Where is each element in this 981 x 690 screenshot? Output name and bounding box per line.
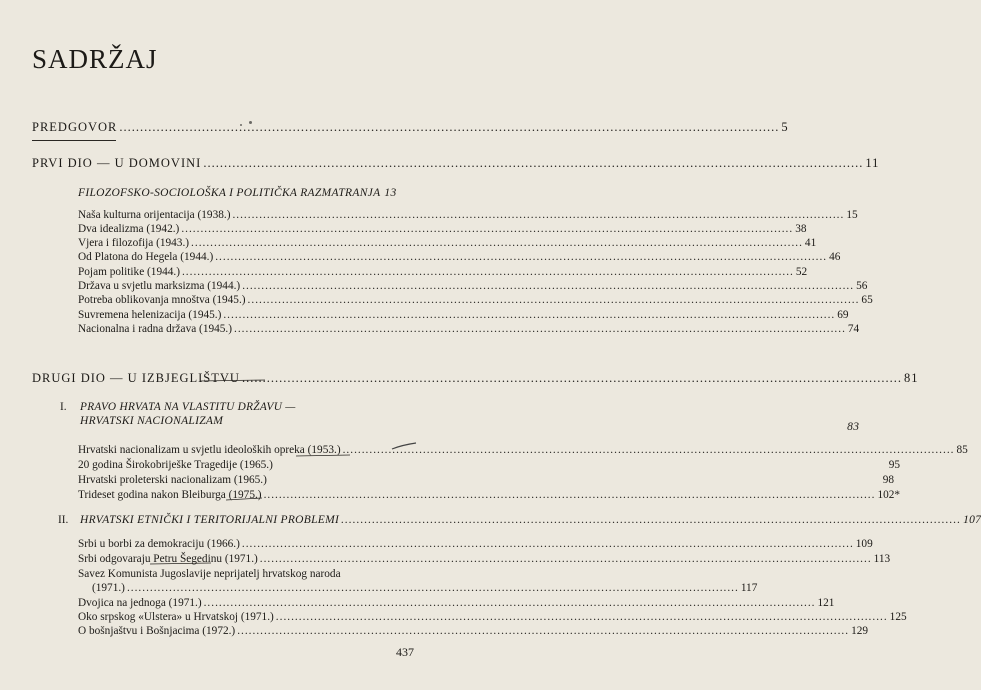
leader-dots [181, 223, 793, 235]
toc-part-1[interactable] [32, 156, 880, 171]
toc-entry-label: Vjera i filozofija (1943.) [78, 237, 190, 249]
toc-entry-label: Trideset godina nakon Bleiburga (1975.) [78, 489, 262, 501]
leader-dots [127, 582, 739, 594]
toc-item[interactable] [78, 280, 868, 292]
toc-entry-label: (1971.) [92, 582, 125, 594]
toc-entry-label: Hrvatski nacionalizam u svjetlu ideoloških opreka (1953.) [78, 444, 341, 456]
toc-entry-page: 56 [856, 280, 868, 292]
ink-dot [249, 121, 252, 124]
toc-entry-page: 83 [847, 421, 860, 433]
toc-entry-label: O bošnjaštvu i Bošnjacima (1972.) [78, 625, 236, 637]
toc-entry-label: PREDGOVOR [32, 120, 118, 134]
toc-item[interactable] [78, 237, 817, 249]
toc-item[interactable] [78, 309, 849, 321]
leader-dots [242, 538, 854, 550]
toc-entry-page: 5 [781, 120, 789, 134]
toc-item[interactable] [78, 294, 873, 306]
toc-item[interactable] [78, 251, 841, 263]
toc-entry-page: 13 [384, 187, 397, 199]
toc-entry-page: 65 [861, 294, 873, 306]
toc-entry-page: 69 [837, 309, 849, 321]
toc-entry-label: DRUGI DIO — U IZBJEGLIŠTVU [32, 371, 240, 385]
leader-dots [341, 514, 961, 526]
toc-item[interactable] [78, 489, 901, 501]
toc-entry-label: 20 godina Širokobriješke Tragedije (1965.) [78, 459, 273, 471]
toc-item[interactable] [78, 444, 968, 456]
toc-entry-label: HRVATSKI NACIONALIZAM [80, 415, 224, 427]
toc-entry-page: 15 [846, 209, 858, 221]
toc-entry-label: Srbi odgovaraju Petru Šegedinu (1971.) [78, 553, 258, 565]
toc-entry-label: Hrvatski proleterski nacionalizam (1965.) [78, 474, 267, 486]
toc-item-line[interactable]: Savez Komunista Jugoslavije neprijatelj hrvatskog naroda [78, 568, 341, 580]
toc-entry-page: 38 [795, 223, 807, 235]
toc-item[interactable] [78, 625, 869, 637]
toc-entry-page: 109 [855, 538, 873, 550]
toc-entry-label: Suvremena helenizacija (1945.) [78, 309, 222, 321]
toc-section-ii[interactable] [80, 514, 981, 526]
toc-entry-page: 85 [956, 444, 968, 456]
toc-entry-label: Potreba oblikovanja mnoštva (1945.) [78, 294, 246, 306]
toc-entry-page: 125 [889, 611, 907, 623]
toc-entry-page: 46 [829, 251, 841, 263]
leader-dots [248, 294, 860, 306]
toc-entry-page: 129 [851, 625, 869, 637]
toc-item[interactable] [78, 323, 860, 335]
toc-entry-page: 74 [847, 323, 860, 335]
leader-dots [223, 309, 835, 321]
toc-item[interactable] [78, 209, 858, 221]
ink-dot [240, 124, 242, 126]
leader-dots [276, 611, 888, 623]
toc-subsection[interactable] [78, 187, 397, 199]
toc-item[interactable] [78, 611, 907, 623]
toc-item[interactable] [92, 582, 758, 594]
toc-entry-label: Pojam politike (1944.) [78, 266, 180, 278]
toc-entry-label: Država u svjetlu marksizma (1944.) [78, 280, 241, 292]
toc-entry-page: 11 [865, 156, 880, 170]
leader-dots [182, 266, 794, 278]
toc-entry-label: Od Platona do Hegela (1944.) [78, 251, 214, 263]
leader-dots [242, 371, 902, 386]
toc-entry-label: Srbi u borbi za demokraciju (1966.) [78, 538, 240, 550]
toc-entry-page: 98 [882, 474, 895, 486]
leader-dots [204, 597, 816, 609]
toc-entry-label: PRVI DIO — U DOMOVINI [32, 156, 202, 170]
leader-dots [119, 120, 779, 135]
toc-entry-page: 81 [903, 371, 919, 385]
underline-mark [32, 140, 116, 141]
toc-entry-page: 113 [873, 553, 891, 565]
toc-part-2[interactable] [32, 371, 919, 386]
leader-dots [260, 553, 872, 565]
toc-item[interactable] [78, 266, 808, 278]
toc-entry-label: Nacionalna i radna država (1945.) [78, 323, 233, 335]
toc-entry-page: 121 [817, 597, 835, 609]
section-roman-numeral: II. [58, 514, 69, 526]
toc-item[interactable] [78, 553, 891, 565]
toc-entry-label: FILOZOFSKO-SOCIOLOŠKA I POLITIČKA RAZMATRANJA [78, 187, 381, 199]
toc-section-i[interactable] [80, 415, 860, 433]
leader-dots [191, 237, 803, 249]
leader-dots [203, 156, 863, 171]
leader-dots [232, 209, 844, 221]
toc-item[interactable] [78, 459, 901, 471]
toc-entry-label: Dvojica na jednoga (1971.) [78, 597, 202, 609]
leader-dots [264, 489, 876, 501]
toc-item[interactable] [78, 474, 895, 486]
toc-entry-page: 107 [963, 514, 981, 526]
toc-entry-page: 41 [804, 237, 817, 249]
toc-item[interactable] [78, 538, 873, 550]
section-roman-numeral: I. [60, 401, 67, 413]
toc-entry-label: Oko srpskog «Ulstera» u Hrvatskoj (1971.) [78, 611, 274, 623]
leader-dots [343, 444, 955, 456]
toc-entry-page: 102* [877, 489, 901, 501]
leader-dots [234, 323, 846, 335]
page-number: 437 [396, 645, 414, 659]
toc-item[interactable] [78, 597, 835, 609]
toc-entry-label: Naša kulturna orijentacija (1938.) [78, 209, 231, 221]
page-title: SADRŽAJ [32, 44, 158, 74]
leader-dots [242, 280, 854, 292]
toc-entry-label: HRVATSKI ETNIČKI I TERITORIJALNI PROBLEMI [80, 514, 340, 526]
leader-dots [215, 251, 827, 263]
section-heading-line: PRAVO HRVATA NA VLASTITU DRŽAVU — [80, 401, 296, 413]
toc-entry-page: 117 [740, 582, 758, 594]
toc-entry-label: Dva idealizma (1942.) [78, 223, 180, 235]
leader-dots [237, 625, 849, 637]
toc-entry-page: 52 [795, 266, 808, 278]
toc-entry-page: 95 [888, 459, 901, 471]
toc-item[interactable] [78, 223, 807, 235]
toc-entry-predgovor[interactable] [32, 120, 789, 135]
